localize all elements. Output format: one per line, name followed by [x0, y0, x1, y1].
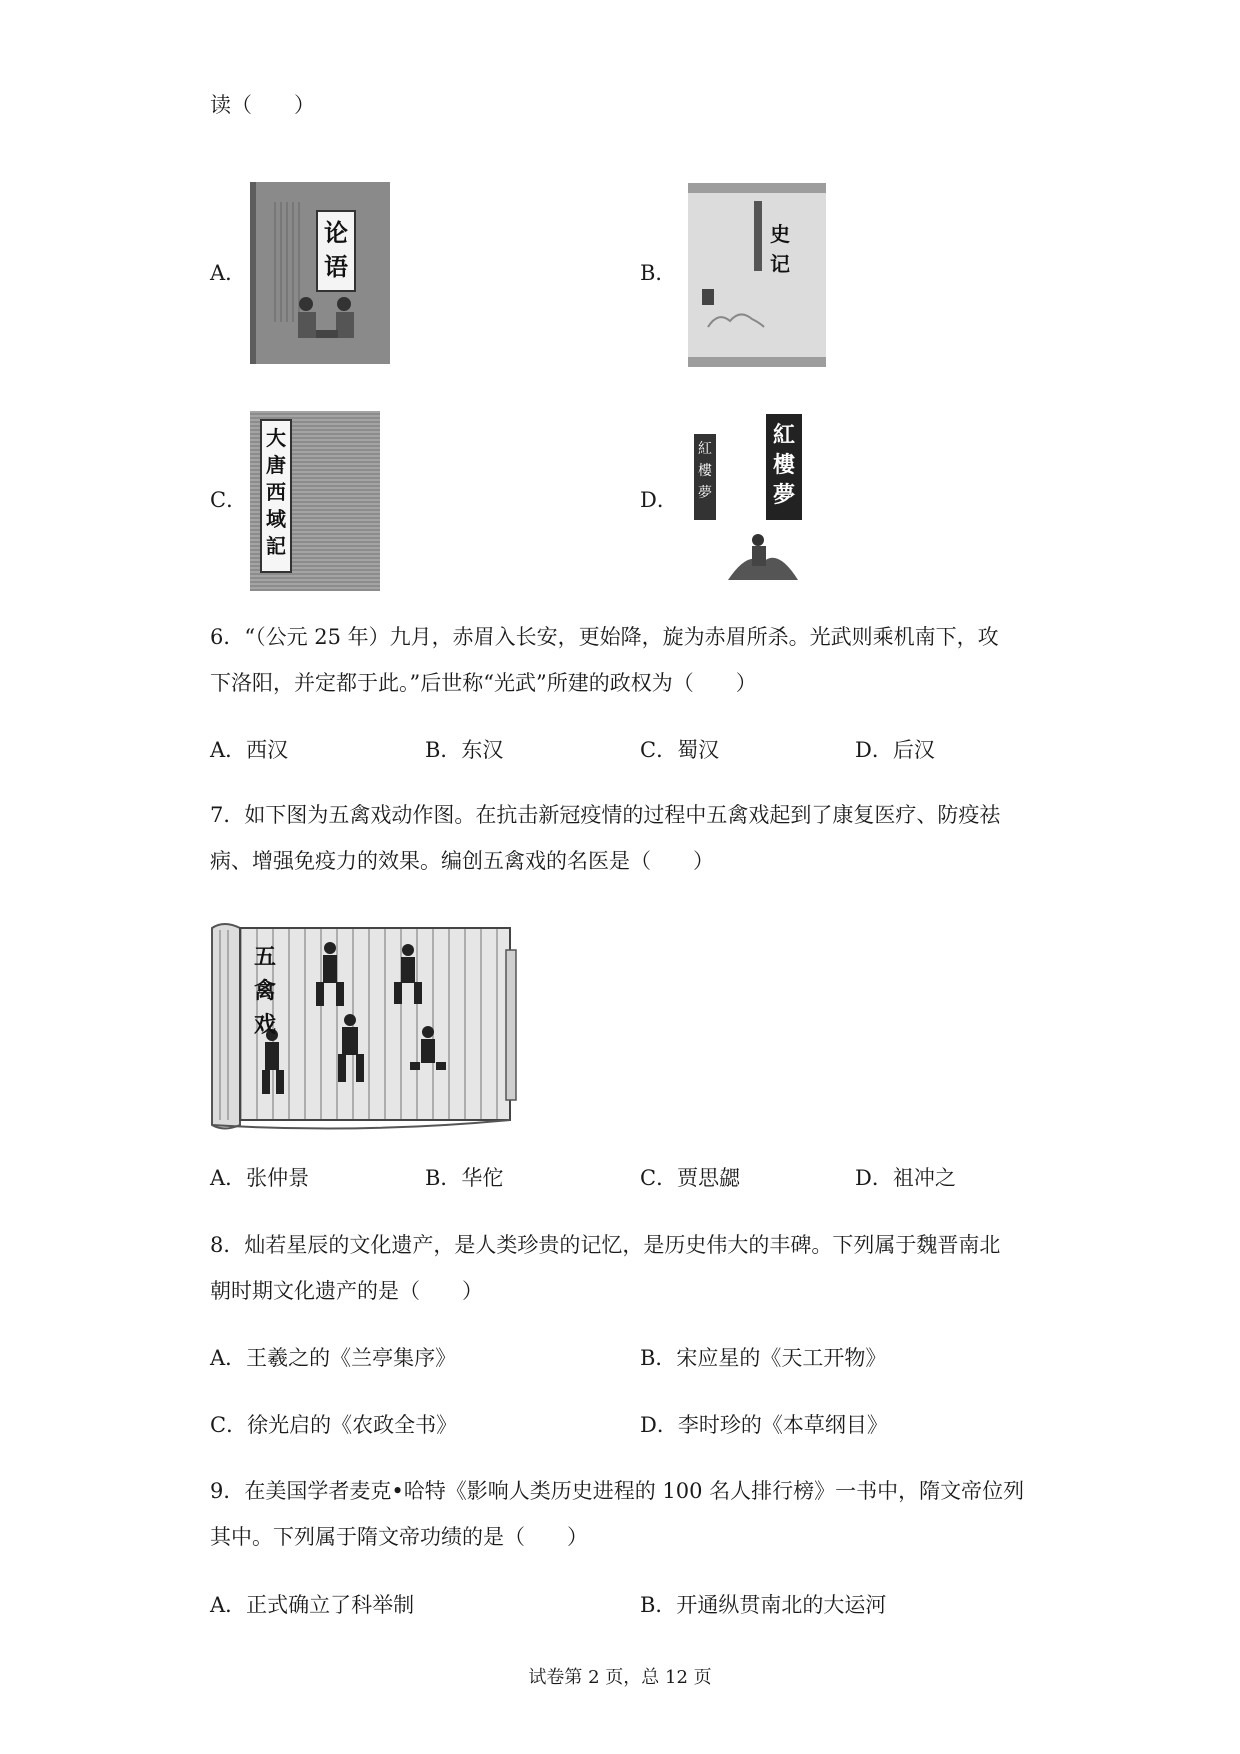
- q6-stem-line-2: 下洛阳，并定都于此。”后世称“光武”所建的政权为（ ）: [210, 671, 757, 695]
- q8-option-c: C．徐光启的《农政全书》: [210, 1413, 458, 1437]
- q6-stem-line-1: 6．“（公元 25 年）九月，赤眉入长安，更始降，旋为赤眉所杀。光武则乘机南下，攻: [210, 625, 999, 649]
- cover-title-box: [316, 210, 356, 292]
- horse-sketch: [706, 303, 766, 333]
- q5-stem-tail: 读（ ）: [210, 93, 315, 117]
- wuqinxi-scroll-illustration: [210, 920, 520, 1135]
- q6-option-d: D．后汉: [855, 738, 935, 762]
- q5-option-b-cover-shiji: [688, 183, 826, 367]
- q8-stem-line-1: 8．灿若星辰的文化遗产，是人类珍贵的记忆，是历史伟大的丰碑。下列属于魏晋南北: [210, 1233, 1001, 1257]
- cover-title-box: [260, 419, 292, 573]
- cover-title: 史记: [770, 222, 790, 276]
- cover-title-panel: [766, 414, 802, 520]
- q7-stem-line-1: 7．如下图为五禽戏动作图。在抗击新冠疫情的过程中五禽戏起到了康复医疗、防疫祛: [210, 803, 1001, 827]
- q8-option-b: B．宋应星的《天工开物》: [640, 1346, 887, 1370]
- scholars-illustration: [286, 292, 366, 348]
- q5-option-c-label: C．: [210, 488, 248, 512]
- scroll-title: 五禽戏: [253, 944, 276, 1038]
- page-footer: 试卷第 2 页，总 12 页: [528, 1667, 712, 1688]
- q6-option-c: C．蜀汉: [640, 738, 720, 762]
- q5-option-a-label: A．: [210, 261, 247, 285]
- cover-subtitle: 紅樓夢: [698, 441, 712, 501]
- cover-band: [754, 201, 762, 271]
- q7-option-d: D．祖冲之: [855, 1166, 956, 1190]
- q9-option-b: B．开通纵贯南北的大运河: [640, 1593, 887, 1617]
- cover-title: 大唐西域記: [266, 426, 286, 558]
- q7-option-b: B．华佗: [425, 1166, 504, 1190]
- q8-option-a: A．王羲之的《兰亭集序》: [210, 1346, 457, 1370]
- q5-option-d-label: D．: [640, 488, 678, 512]
- q5-option-b-label: B．: [640, 261, 677, 285]
- q8-option-d: D．李时珍的《本草纲目》: [640, 1413, 888, 1437]
- q8-stem-line-2: 朝时期文化遗产的是（ ）: [210, 1279, 483, 1303]
- q7-option-c: C．贾思勰: [640, 1166, 741, 1190]
- figures-illustration: [728, 520, 798, 580]
- q6-option-b: B．东汉: [425, 738, 504, 762]
- q6-option-a: A．西汉: [210, 738, 289, 762]
- q9-option-a: A．正式确立了科举制: [210, 1593, 415, 1617]
- cover-title: 论语: [324, 218, 348, 281]
- cover-subtitle-panel: [694, 434, 716, 520]
- q7-stem-line-2: 病、增强免疫力的效果。编创五禽戏的名医是（ ）: [210, 849, 714, 873]
- q5-option-c-cover-datang: [250, 411, 380, 591]
- q9-stem-line-1: 9．在美国学者麦克•哈特《影响人类历史进程的 100 名人排行榜》一书中，隋文帝位列: [210, 1479, 1025, 1503]
- q5-option-a-cover-lunyu: [250, 182, 390, 364]
- q5-option-d-cover-hongloumeng: [690, 410, 825, 590]
- cover-title: 紅樓夢: [772, 422, 795, 508]
- q7-option-a: A．张仲景: [210, 1166, 310, 1190]
- q9-stem-line-2: 其中。下列属于隋文帝功绩的是（ ）: [210, 1525, 588, 1549]
